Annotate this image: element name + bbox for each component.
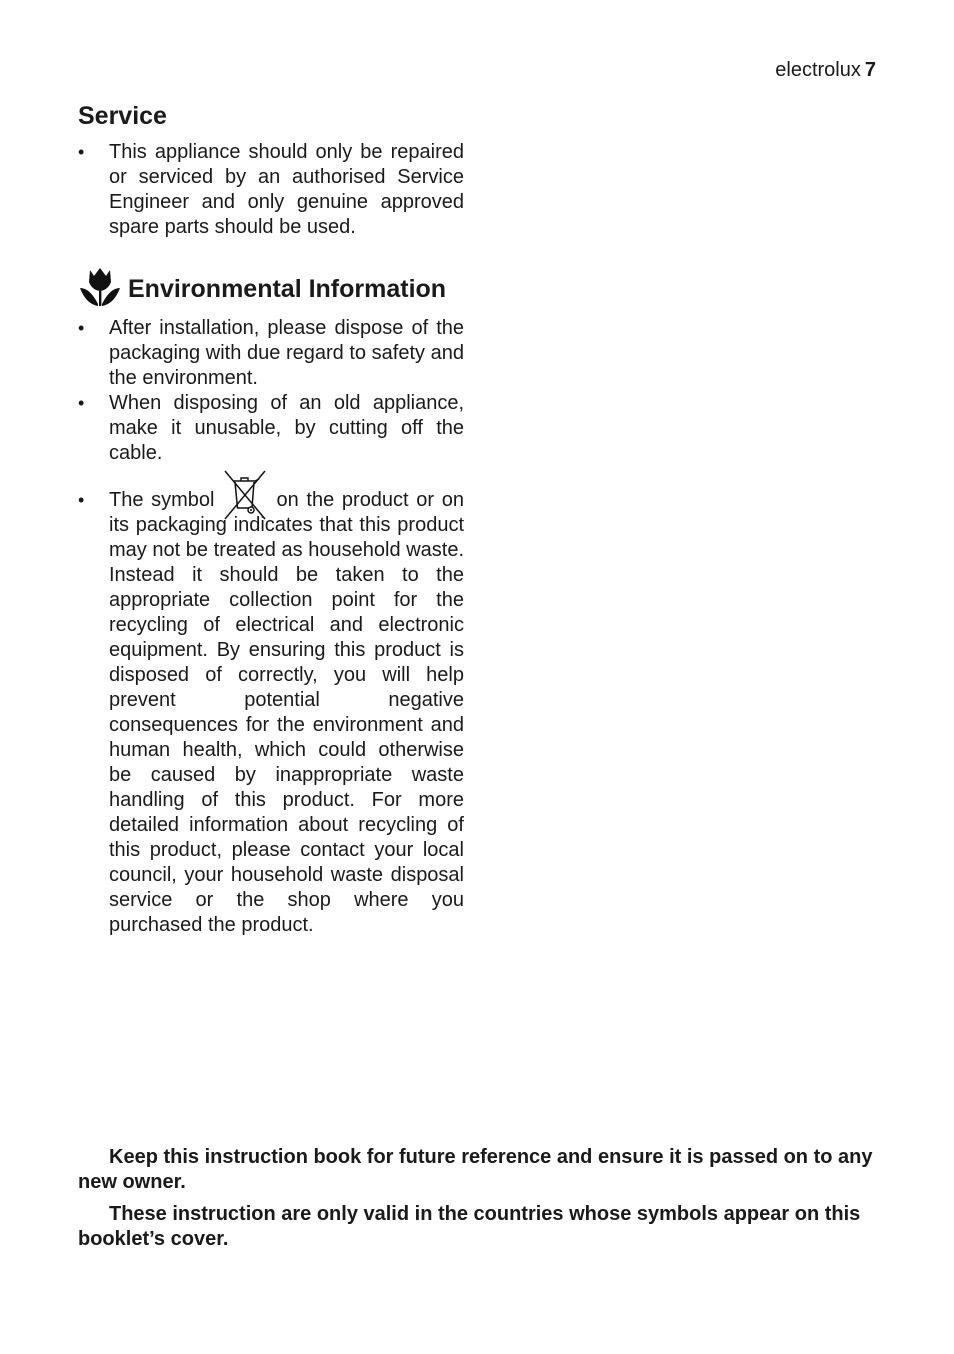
closing-notes — [78, 1145, 878, 1252]
list-item: • After installation, please dispose of the packaging with due regard to safety and the environment. — [78, 316, 464, 391]
environment-heading — [78, 268, 478, 310]
page-header — [775, 58, 876, 82]
symbol-text-before: The symbol — [109, 489, 215, 511]
brand-name: electrolux — [775, 59, 861, 81]
symbol-text-after: on the product or on its packaging indicates that this product may not be treated as household waste. Instead it should be taken to the appropriate collection point for the recycling of electrical and electronic equipment. By ensuring this product is disposed of correctly, you will help prevent potential negative consequences for the environment and human health, which could otherwise be caused by inappropriate waste handling of this product. For more detailed information about recycling of this product, please contact your local council, your household waste disposal service or the shop where you purchased the product. — [109, 489, 465, 936]
list-item: • This appliance should only be repaired or serviced by an authorised Service Engineer and only genuine approved spare parts should be used. — [78, 140, 464, 240]
service-list — [78, 140, 464, 240]
environment-list — [78, 316, 464, 938]
crossed-out-wheelie-bin-icon — [217, 469, 273, 521]
service-heading: Service — [78, 102, 167, 130]
environment-section — [78, 316, 464, 938]
keep-book-note: Keep this instruction book for future reference and ensure it is passed on to any new owner. — [78, 1146, 873, 1193]
service-section — [78, 140, 464, 240]
environment-title: Environmental Information — [128, 275, 447, 303]
validity-note: These instruction are only valid in the countries whose symbols appear on this booklet’s cover. — [78, 1203, 861, 1250]
list-item: • When disposing of an old appliance, make it unusable, by cutting off the cable. — [78, 391, 464, 466]
environment-flower-icon — [78, 266, 122, 313]
page-number: 7 — [864, 59, 876, 81]
list-item-weee — [78, 488, 464, 938]
